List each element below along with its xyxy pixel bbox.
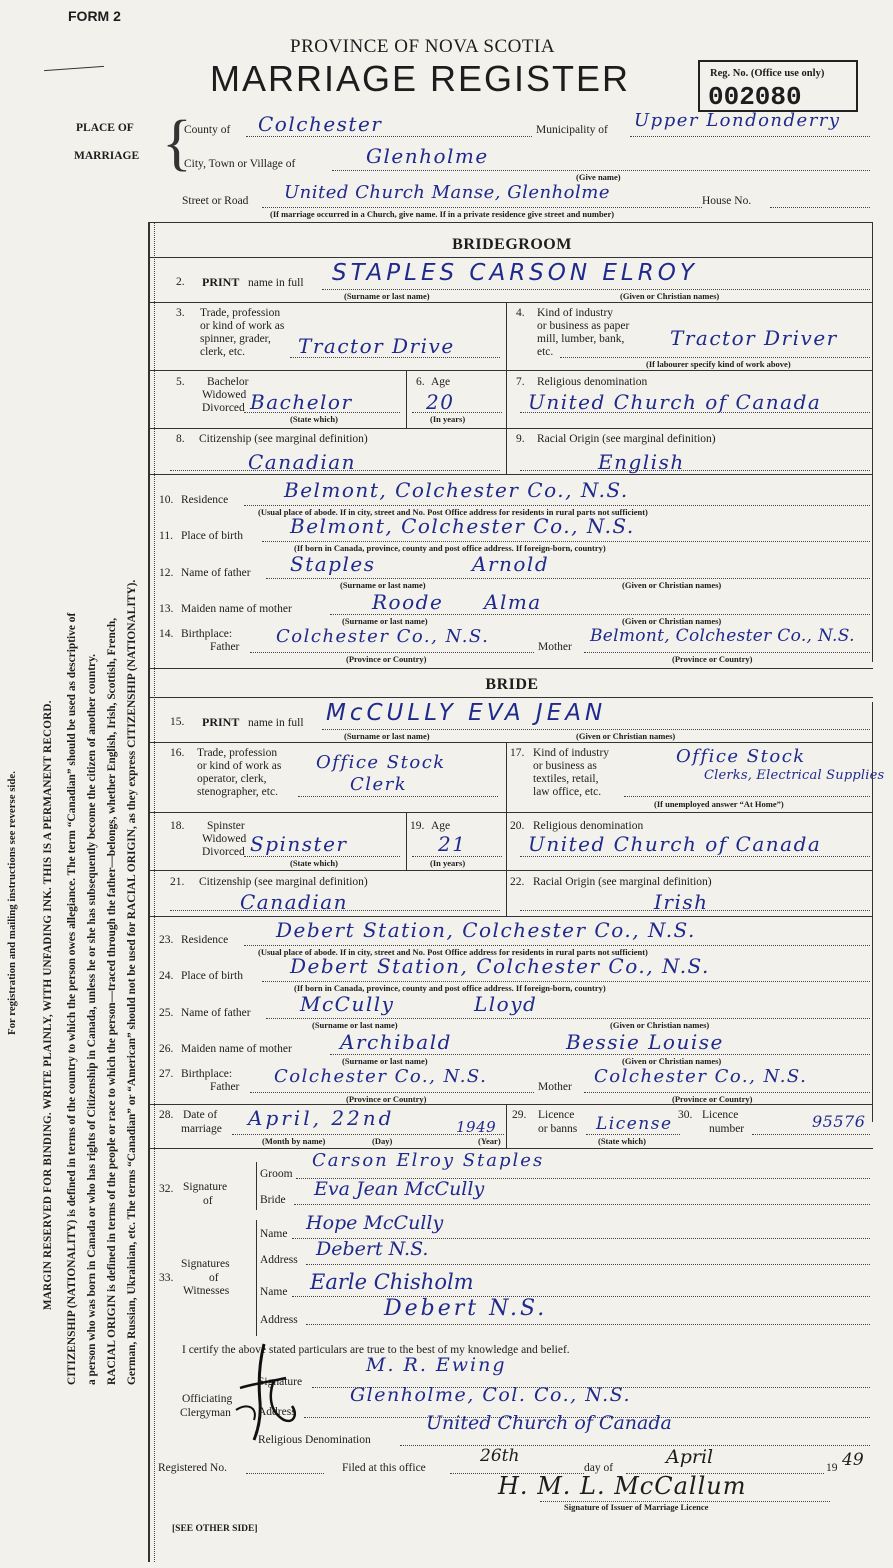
day-of-label: day of (584, 1462, 614, 1474)
issuer-label: Signature of Issuer of Marriage Licence (564, 1502, 709, 1512)
bride-citizenship-value: Canadian (240, 890, 349, 914)
margin-line-2: MARGIN RESERVED FOR BINDING. WRITE PLAINLY, WITH UNFADING INK. THIS IS A PERMANENT RECORD. (42, 700, 54, 1310)
margin-line-5: RACIAL ORIGIN is defined in terms of the people or race to which the person—traced through the father—belongs, whether English, Irish, Scottish, French, (106, 617, 118, 1385)
groom-father-birthplace: Colchester Co., N.S. (276, 626, 490, 647)
given-names-note: (Given or Christian names) (622, 616, 722, 626)
county-value: Colchester (258, 112, 383, 136)
bride-father-surname: McCully (300, 992, 395, 1016)
registration-number-box (698, 60, 858, 112)
bride-mother-birthplace: Colchester Co., N.S. (594, 1066, 808, 1087)
mother-label: Mother (538, 1081, 572, 1093)
field-number: 13. (159, 603, 174, 615)
registration-number: 002080 (708, 82, 802, 112)
groom-signature: Carson Elroy Staples (312, 1150, 545, 1171)
birthplace-label: Place of birth (181, 970, 243, 982)
bride-label: Bride (260, 1194, 286, 1206)
trade-label: clerk, etc. (200, 346, 246, 358)
state-which-note: (State which) (598, 1136, 646, 1146)
status-label: Divorced (202, 402, 245, 414)
surname-note: (Surname or last name) (344, 291, 430, 301)
clergy-initials-signature (234, 1340, 304, 1444)
given-names-note: (Given or Christian names) (610, 1020, 710, 1030)
bride-father-given: Lloyd (474, 992, 538, 1016)
pen-mark (44, 66, 104, 71)
groom-father-given: Arnold (472, 552, 550, 576)
marriage-label: marriage (181, 1123, 222, 1135)
witness-name-label: Name (260, 1228, 288, 1240)
field-number: 5. (176, 376, 185, 388)
given-names-note: (Given or Christian names) (622, 1056, 722, 1066)
field-number: 22. (510, 876, 525, 888)
field-number: 4. (516, 307, 525, 319)
field-number: 6. (416, 376, 425, 388)
margin-line-4: a person who was born in Canada or who has rights of Citizenship in Canada, unless he or she has subsequently become the citizen of another country. (86, 654, 98, 1385)
field-number: 7. (516, 376, 525, 388)
industry-label: law office, etc. (533, 786, 602, 798)
field-number: 32. (159, 1183, 174, 1195)
date-of-label: Date of (183, 1109, 218, 1121)
groom-religion-value: United Church of Canada (528, 390, 822, 414)
field-number: 33. (159, 1272, 174, 1284)
field-number: 8. (176, 433, 185, 445)
municipality-label: Municipality of (536, 124, 608, 136)
bride-father-birthplace: Colchester Co., N.S. (274, 1066, 488, 1087)
place-of-label: PLACE OF (76, 122, 134, 134)
licence-number-value: 95576 (812, 1112, 866, 1131)
place-brace: { (162, 109, 192, 177)
bride-trade-value-1: Office Stock (316, 752, 446, 773)
state-which-note: (State which) (290, 414, 338, 424)
industry-label: or business as paper (537, 320, 630, 332)
field-number: 28. (159, 1109, 174, 1121)
give-name-note: (Give name) (576, 172, 621, 182)
groom-industry-value: Tractor Driver (670, 326, 838, 350)
name-in-full-label: name in full (248, 717, 304, 729)
street-value: United Church Manse, Glenholme (284, 182, 610, 203)
surname-note: (Surname or last name) (342, 1056, 428, 1066)
field-number: 20. (510, 820, 525, 832)
groom-mother-given: Alma (484, 590, 542, 614)
marriage-month-day: April, 22nd (248, 1106, 395, 1130)
officiating-label: Officiating (182, 1393, 233, 1405)
clergyman-label: Clergyman (180, 1407, 231, 1419)
field-number: 19. (410, 820, 425, 832)
registration-number-label: Reg. No. (Office use only) (710, 68, 825, 79)
trade-label: stenographer, etc. (197, 786, 278, 798)
status-label: Widowed (202, 833, 247, 845)
status-label: Spinster (207, 820, 245, 832)
field-number: 24. (159, 970, 174, 982)
day-note: (Day) (372, 1136, 393, 1146)
father-name-label: Name of father (181, 567, 251, 579)
surname-note: (Surname or last name) (342, 616, 428, 626)
field-number: 27. (159, 1068, 174, 1080)
province-title: PROVINCE OF NOVA SCOTIA (290, 36, 556, 57)
county-label: County of (184, 124, 231, 136)
page-title: MARRIAGE REGISTER (210, 58, 631, 99)
father-label: Father (210, 641, 240, 653)
status-label: Widowed (202, 389, 247, 401)
clergy-address: Glenholme, Col. Co., N.S. (350, 1384, 632, 1406)
street-label: Street or Road (182, 195, 249, 207)
racial-origin-label: Racial Origin (see marginal definition) (533, 876, 712, 888)
field-number: 2. (176, 276, 185, 288)
field-number: 29. (512, 1109, 527, 1121)
surname-note: (Surname or last name) (312, 1020, 398, 1030)
province-note: (Province or Country) (346, 1094, 427, 1104)
witnesses-label: Witnesses (183, 1285, 230, 1297)
groom-trade-value: Tractor Drive (298, 334, 455, 358)
margin-line-3: CITIZENSHIP (NATIONALITY) is defined in terms of the country to which the person owes allegiance. The term “Canadian” should be used as descriptive of (66, 612, 78, 1385)
field-number: 21. (170, 876, 185, 888)
industry-label: Kind of industry (537, 307, 614, 319)
field-number: 30. (678, 1109, 693, 1121)
birthplace-note: (If born in Canada, province, county and post office address. If foreign-born, country) (294, 983, 606, 993)
year-note: (Year) (478, 1136, 501, 1146)
clergy-address-label: Address (258, 1406, 296, 1418)
labourer-note: (If labourer specify kind of work above) (646, 359, 791, 369)
trade-label: or kind of work as (200, 320, 285, 332)
bride-residence-value: Debert Station, Colchester Co., N.S. (276, 918, 696, 942)
house-number-label: House No. (702, 195, 752, 207)
municipality-value: Upper Londonderry (634, 110, 841, 131)
year-prefix: 19 (826, 1462, 838, 1474)
city-label: City, Town or Village of (184, 158, 296, 170)
province-note: (Province or Country) (672, 654, 753, 664)
birthplace-label: Birthplace: (181, 628, 233, 640)
province-note: (Province or Country) (672, 1094, 753, 1104)
groom-status-value: Bachelor (250, 390, 353, 414)
status-label: Bachelor (207, 376, 249, 388)
trade-label: operator, clerk, (197, 773, 267, 785)
filed-label: Filed at this office (342, 1462, 426, 1474)
industry-label: Kind of industry (533, 747, 610, 759)
industry-label: or business as (533, 760, 597, 772)
of-label: of (209, 1272, 219, 1284)
residence-label: Residence (181, 494, 229, 506)
see-other-side: [SEE OTHER SIDE] (172, 1524, 258, 1534)
field-number: 3. (176, 307, 185, 319)
mother-name-label: Maiden name of mother (181, 1043, 292, 1055)
religion-label: Religious denomination (533, 820, 644, 832)
field-number: 25. (159, 1007, 174, 1019)
bride-heading: BRIDE (485, 676, 539, 693)
field-number: 18. (170, 820, 185, 832)
groom-residence-value: Belmont, Colchester Co., N.S. (284, 478, 629, 502)
religion-label: Religious denomination (537, 376, 648, 388)
filed-month: April (666, 1446, 714, 1468)
bride-mother-given: Bessie Louise (566, 1030, 724, 1054)
city-value: Glenholme (366, 144, 489, 168)
residence-label: Residence (181, 934, 229, 946)
industry-label: textiles, retail, (533, 773, 599, 785)
surname-note: (Surname or last name) (344, 731, 430, 741)
groom-name-value: STAPLES CARSON ELROY (332, 260, 698, 286)
given-names-note: (Given or Christian names) (622, 580, 722, 590)
licence-label: Licence (538, 1109, 575, 1121)
groom-age-value: 20 (426, 390, 455, 414)
clergy-signature: M. R. Ewing (366, 1354, 507, 1376)
bride-status-value: Spinster (250, 832, 348, 856)
bride-religion-value: United Church of Canada (528, 832, 822, 856)
groom-citizenship-value: Canadian (248, 450, 357, 474)
trade-label: spinner, grader, (200, 333, 271, 345)
month-note: (Month by name) (262, 1136, 326, 1146)
clergy-signature-label: Signature (258, 1376, 303, 1388)
industry-label: mill, lumber, bank, (537, 333, 625, 345)
bride-signature: Eva Jean McCully (314, 1178, 485, 1200)
racial-origin-label: Racial Origin (see marginal definition) (537, 433, 716, 445)
banns-label: or banns (538, 1123, 578, 1135)
bride-age-value: 21 (438, 832, 467, 856)
citizenship-label: Citizenship (see marginal definition) (199, 876, 368, 888)
filed-day: 26th (480, 1446, 520, 1466)
groom-label: Groom (260, 1168, 293, 1180)
witness-address-label: Address (260, 1314, 298, 1326)
denomination-label: Religious Denomination (258, 1434, 371, 1446)
trade-label: Trade, profession (200, 307, 281, 319)
mother-label: Mother (538, 641, 572, 653)
father-label: Father (210, 1081, 240, 1093)
licence-or-banns-value: License (596, 1114, 673, 1134)
witness-2-name: Earle Chisholm (310, 1270, 474, 1294)
witness-1-address: Debert N.S. (316, 1238, 429, 1260)
state-which-note: (State which) (290, 858, 338, 868)
birthplace-note: (If born in Canada, province, county and post office address. If foreign-born, country) (294, 543, 606, 553)
residence-note: (Usual place of abode. If in city, street and No. Post Office address for residents in rural parts not sufficient) (258, 507, 648, 517)
licence-number-label: Licence (702, 1109, 739, 1121)
surname-note: (Surname or last name) (340, 580, 426, 590)
father-name-label: Name of father (181, 1007, 251, 1019)
province-note: (Province or Country) (346, 654, 427, 664)
margin-line-1: For registration and mailing instructions see reverse side. (6, 771, 18, 1035)
in-years-note: (In years) (430, 414, 466, 424)
registered-number-label: Registered No. (158, 1462, 227, 1474)
mother-name-label: Maiden name of mother (181, 603, 292, 615)
witness-address-label: Address (260, 1254, 298, 1266)
clergy-denomination: United Church of Canada (426, 1412, 672, 1434)
groom-mother-birthplace: Belmont, Colchester Co., N.S. (590, 626, 855, 646)
citizenship-label: Citizenship (see marginal definition) (199, 433, 368, 445)
print-label: PRINT (202, 275, 240, 289)
age-label: Age (431, 376, 451, 388)
number-label: number (709, 1123, 745, 1135)
bride-name-value: McCULLY EVA JEAN (326, 700, 607, 726)
witnesses-label: Signatures (181, 1258, 230, 1270)
status-label: Divorced (202, 846, 245, 858)
bride-industry-value-2: Clerks, Electrical Supplies (704, 768, 885, 783)
trade-label: Trade, profession (197, 747, 278, 759)
bride-birthplace-value: Debert Station, Colchester Co., N.S. (290, 954, 710, 978)
residence-note: (Usual place of abode. If in city, street and No. Post Office address for residents in rural parts not sufficient) (258, 947, 648, 957)
field-number: 10. (159, 494, 174, 506)
bride-industry-value-1: Office Stock (676, 746, 806, 767)
witness-1-name: Hope McCully (306, 1212, 444, 1234)
groom-father-surname: Staples (290, 552, 376, 576)
groom-mother-surname: Roode (372, 590, 444, 614)
form-label: FORM 2 (68, 8, 121, 24)
marriage-label: MARRIAGE (74, 150, 140, 162)
trade-label: or kind of work as (197, 760, 282, 772)
witness-2-address: Debert N.S. (384, 1296, 548, 1321)
field-number: 12. (159, 567, 174, 579)
bride-racial-value: Irish (654, 890, 709, 914)
field-number: 11. (159, 530, 173, 542)
field-number: 23. (159, 934, 174, 946)
street-note: (If marriage occurred in a Church, give name. If in a private residence give street and number) (270, 209, 615, 219)
signature-label: Signature (183, 1181, 228, 1193)
form-left-border (148, 222, 150, 1562)
unemployed-note: (If unemployed answer “At Home”) (654, 799, 784, 809)
issuer-signature: H. M. L. McCallum (498, 1472, 747, 1500)
marriage-year: 1949 (456, 1118, 497, 1136)
industry-label: etc. (537, 346, 554, 358)
bride-mother-surname: Archibald (340, 1030, 452, 1054)
filed-year: 49 (842, 1450, 864, 1470)
field-number: 17. (510, 747, 525, 759)
print-label: PRINT (202, 715, 240, 729)
birthplace-label: Place of birth (181, 530, 243, 542)
bride-trade-value-2: Clerk (350, 774, 408, 795)
given-names-note: (Given or Christian names) (576, 731, 676, 741)
field-number: 15. (170, 716, 185, 728)
field-number: 9. (516, 433, 525, 445)
given-names-note: (Given or Christian names) (620, 291, 720, 301)
witness-name-label: Name (260, 1286, 288, 1298)
of-label: of (203, 1195, 213, 1207)
birthplace-label: Birthplace: (181, 1068, 233, 1080)
age-label: Age (431, 820, 451, 832)
in-years-note: (In years) (430, 858, 466, 868)
certification-text: I certify the above stated particulars are true to the best of my knowledge and belief. (182, 1344, 570, 1356)
groom-birthplace-value: Belmont, Colchester Co., N.S. (290, 514, 635, 538)
bridegroom-heading: BRIDEGROOM (452, 236, 572, 253)
margin-line-6: German, Russian, Ukrainian, etc. The terms “Canadian” or “American” should not be used for RACIAL ORIGIN, as they express CITIZENSHIP (NATIONALITY). (126, 579, 138, 1385)
groom-racial-value: English (598, 450, 685, 474)
name-in-full-label: name in full (248, 277, 304, 289)
field-number: 26. (159, 1043, 174, 1055)
field-number: 14. (159, 628, 174, 640)
field-number: 16. (170, 747, 185, 759)
